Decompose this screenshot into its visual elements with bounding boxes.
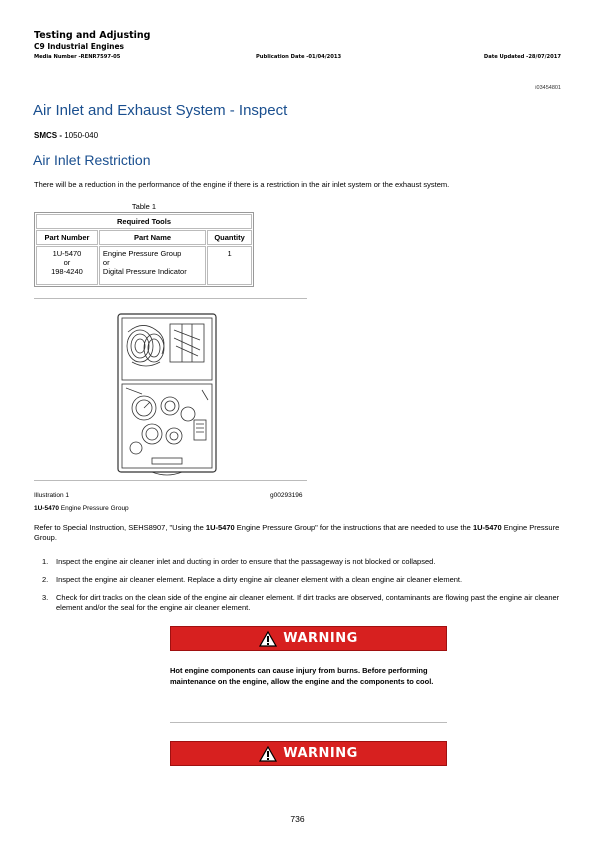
- document-title: Testing and Adjusting: [34, 30, 151, 41]
- refer-text: Engine Pressure Group.: [34, 523, 560, 542]
- page-heading: Air Inlet and Exhaust System - Inspect: [33, 102, 288, 119]
- engine-model: C9 Industrial Engines: [34, 42, 125, 51]
- part-name-or: or: [102, 258, 110, 267]
- column-header: Part Number: [36, 230, 98, 245]
- smcs-value: 1050-040: [64, 131, 99, 140]
- procedure-steps: [34, 557, 564, 621]
- quantity-cell: 1: [207, 246, 252, 285]
- table-caption: Table 1: [131, 202, 157, 211]
- step-number: 3.: [42, 593, 49, 602]
- publication-date: Publication Date -01/04/2013: [256, 54, 342, 60]
- illustration-desc-text: Engine Pressure Group: [58, 505, 129, 512]
- warning-label: WARNING: [283, 631, 358, 646]
- illustration-description: [34, 505, 129, 512]
- warning-banner: [170, 626, 447, 651]
- table-title: Required Tools: [36, 214, 252, 229]
- step-text: Check for dirt tracks on the clean side of the engine air cleaner element. If dirt tracks are observed, contaminants are flowing past the engine air cleaner element and/or the seal for the engine air cleaner element.: [56, 593, 560, 612]
- column-header: Part Name: [99, 230, 206, 245]
- part-number: 198-4240: [51, 267, 83, 276]
- intro-paragraph: There will be a reduction in the performance of the engine if there is a restriction in the air inlet system or the exhaust system.: [34, 180, 450, 189]
- illustration-caption: Illustration 1: [34, 492, 70, 499]
- list-item: [34, 593, 564, 613]
- media-number: Media Number -RENR7597-05: [34, 54, 121, 60]
- part-number-or: or: [63, 258, 71, 267]
- page-number: 736: [290, 814, 305, 824]
- step-text: Inspect the engine air cleaner inlet and ducting in order to ensure that the passageway is not blocked or collapsed.: [56, 557, 436, 566]
- table-row: [36, 246, 252, 285]
- warning-banner: [170, 741, 447, 766]
- part-name: Digital Pressure Indicator: [102, 267, 187, 276]
- divider: [34, 480, 307, 481]
- list-item: [34, 575, 564, 585]
- part-number-bold: 1U-5470: [34, 505, 59, 512]
- step-number: 2.: [42, 575, 49, 584]
- document-id: i03454801: [535, 85, 561, 91]
- reference-paragraph: [34, 523, 564, 543]
- part-number-cell: [36, 246, 98, 285]
- part-number: 1U-5470: [52, 249, 82, 258]
- divider: [170, 722, 447, 723]
- part-number-bold: 1U-5470: [205, 523, 235, 532]
- divider: [34, 298, 307, 299]
- refer-text: Refer to Special Instruction, SEHS8907, "Using the: [34, 523, 206, 532]
- part-name-cell: [99, 246, 206, 285]
- warning-triangle-icon: [259, 746, 277, 762]
- section-heading: Air Inlet Restriction: [33, 152, 151, 168]
- refer-text: Engine Pressure Group" for the instructions that are needed to use the: [234, 523, 473, 532]
- smcs-code: [34, 131, 98, 140]
- engine-pressure-group-illustration: [112, 310, 222, 476]
- smcs-label: SMCS -: [34, 131, 62, 140]
- part-name: Engine Pressure Group: [102, 249, 182, 258]
- date-updated: Date Updated -28/07/2017: [483, 54, 561, 60]
- warning-text: Hot engine components can cause injury from burns. Before performing maintenance on the engine, allow the engine and the components to cool.: [170, 666, 434, 686]
- part-number-bold: 1U-5470: [472, 523, 502, 532]
- list-item: [34, 557, 564, 567]
- illustration-id: g00293196: [270, 492, 303, 499]
- step-text: Inspect the engine air cleaner element. Replace a dirty engine air cleaner element with a clean engine air cleaner element.: [56, 575, 463, 584]
- step-number: 1.: [42, 557, 49, 566]
- column-header: Quantity: [207, 230, 252, 245]
- warning-triangle-icon: [259, 631, 277, 647]
- required-tools-table: [34, 212, 254, 287]
- warning-label: WARNING: [283, 746, 358, 761]
